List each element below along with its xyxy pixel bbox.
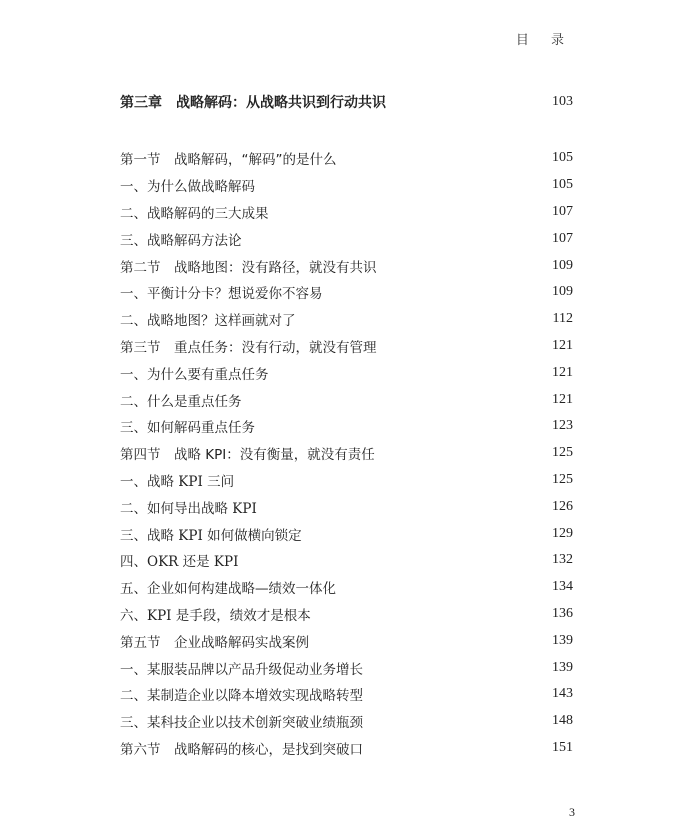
toc-entry-title: 第三节 重点任务：没有行动，就没有管理 bbox=[120, 339, 377, 356]
toc-entry-page: 121 bbox=[552, 364, 573, 380]
toc-item-row bbox=[120, 708, 573, 735]
toc-entry-title: 三、战略解码方法论 bbox=[120, 232, 242, 249]
chapter-heading bbox=[120, 92, 573, 112]
toc-entry-title: 六、KPI 是手段，绩效才是根本 bbox=[120, 607, 311, 624]
toc-entry-title: 第六节 战略解码的核心，是找到突破口 bbox=[120, 741, 363, 758]
toc-section-row bbox=[120, 440, 573, 467]
toc-entry-title: 二、战略地图？这样画就对了 bbox=[120, 313, 296, 330]
toc-section-row bbox=[120, 145, 573, 172]
table-of-contents bbox=[120, 145, 573, 761]
toc-entry-page: 125 bbox=[552, 445, 573, 461]
toc-entry-title: 一、某服装品牌以产品升级促动业务增长 bbox=[120, 661, 363, 678]
toc-entry-title: 一、平衡计分卡？想说爱你不容易 bbox=[120, 286, 323, 303]
toc-item-row bbox=[120, 493, 573, 520]
toc-item-row bbox=[120, 199, 573, 226]
running-header: 目 录 bbox=[515, 33, 573, 48]
toc-section-row bbox=[120, 735, 573, 762]
toc-entry-page: 105 bbox=[552, 177, 573, 193]
toc-entry-title: 三、如何解码重点任务 bbox=[120, 420, 255, 437]
toc-item-row bbox=[120, 520, 573, 547]
toc-item-row bbox=[120, 654, 573, 681]
toc-item-row bbox=[120, 467, 573, 494]
toc-entry-page: 109 bbox=[552, 257, 573, 273]
toc-item-row bbox=[120, 386, 573, 413]
chapter-title: 第三章 战略解码：从战略共识到行动共识 bbox=[120, 95, 386, 111]
toc-entry-page: 136 bbox=[552, 605, 573, 621]
toc-item-row bbox=[120, 306, 573, 333]
toc-entry-page: 109 bbox=[552, 284, 573, 300]
page-number: 3 bbox=[569, 805, 575, 819]
toc-entry-page: 123 bbox=[552, 418, 573, 434]
toc-entry-page: 151 bbox=[552, 739, 573, 755]
toc-entry-page: 105 bbox=[552, 150, 573, 166]
toc-entry-page: 139 bbox=[552, 632, 573, 648]
toc-entry-page: 132 bbox=[552, 552, 573, 568]
toc-entry-title: 三、某科技企业以技术创新突破业绩瓶颈 bbox=[120, 715, 363, 732]
toc-section-row bbox=[120, 252, 573, 279]
toc-section-row bbox=[120, 333, 573, 360]
toc-entry-title: 一、为什么要有重点任务 bbox=[120, 366, 269, 383]
toc-item-row bbox=[120, 601, 573, 628]
toc-section-row bbox=[120, 627, 573, 654]
toc-entry-page: 107 bbox=[552, 203, 573, 219]
toc-entry-title: 二、某制造企业以降本增效实现战略转型 bbox=[120, 688, 363, 705]
toc-entry-title: 二、如何导出战略 KPI bbox=[120, 500, 257, 517]
toc-entry-title: 四、OKR 还是 KPI bbox=[120, 554, 239, 571]
toc-entry-title: 一、战略 KPI 三问 bbox=[120, 473, 235, 490]
toc-item-row bbox=[120, 547, 573, 574]
toc-entry-page: 143 bbox=[552, 686, 573, 702]
toc-item-row bbox=[120, 279, 573, 306]
toc-entry-title: 五、企业如何构建战略—绩效一体化 bbox=[120, 581, 336, 598]
toc-entry-title: 二、什么是重点任务 bbox=[120, 393, 242, 410]
toc-entry-title: 第一节 战略解码，“解码”的是什么 bbox=[120, 152, 337, 169]
toc-entry-page: 107 bbox=[552, 230, 573, 246]
toc-entry-title: 第二节 战略地图：没有路径，就没有共识 bbox=[120, 259, 377, 276]
toc-entry-title: 二、战略解码的三大成果 bbox=[120, 205, 269, 222]
toc-item-row bbox=[120, 225, 573, 252]
toc-entry-page: 121 bbox=[552, 391, 573, 407]
toc-entry-page: 126 bbox=[552, 498, 573, 514]
toc-entry-title: 三、战略 KPI 如何做横向锁定 bbox=[120, 527, 302, 544]
toc-item-row bbox=[120, 359, 573, 386]
toc-entry-page: 134 bbox=[552, 579, 573, 595]
toc-entry-title: 第四节 战略 KPI：没有衡量，就没有责任 bbox=[120, 447, 375, 464]
toc-entry-page: 125 bbox=[552, 471, 573, 487]
toc-entry-page: 139 bbox=[552, 659, 573, 675]
toc-entry-page: 129 bbox=[552, 525, 573, 541]
chapter-page-number: 103 bbox=[552, 94, 573, 109]
toc-item-row bbox=[120, 574, 573, 601]
toc-entry-page: 112 bbox=[552, 311, 573, 327]
toc-entry-page: 148 bbox=[552, 713, 573, 729]
toc-entry-title: 第五节 企业战略解码实战案例 bbox=[120, 634, 309, 651]
toc-item-row bbox=[120, 172, 573, 199]
toc-item-row bbox=[120, 413, 573, 440]
toc-entry-title: 一、为什么做战略解码 bbox=[120, 179, 255, 196]
toc-entry-page: 121 bbox=[552, 337, 573, 353]
toc-item-row bbox=[120, 681, 573, 708]
